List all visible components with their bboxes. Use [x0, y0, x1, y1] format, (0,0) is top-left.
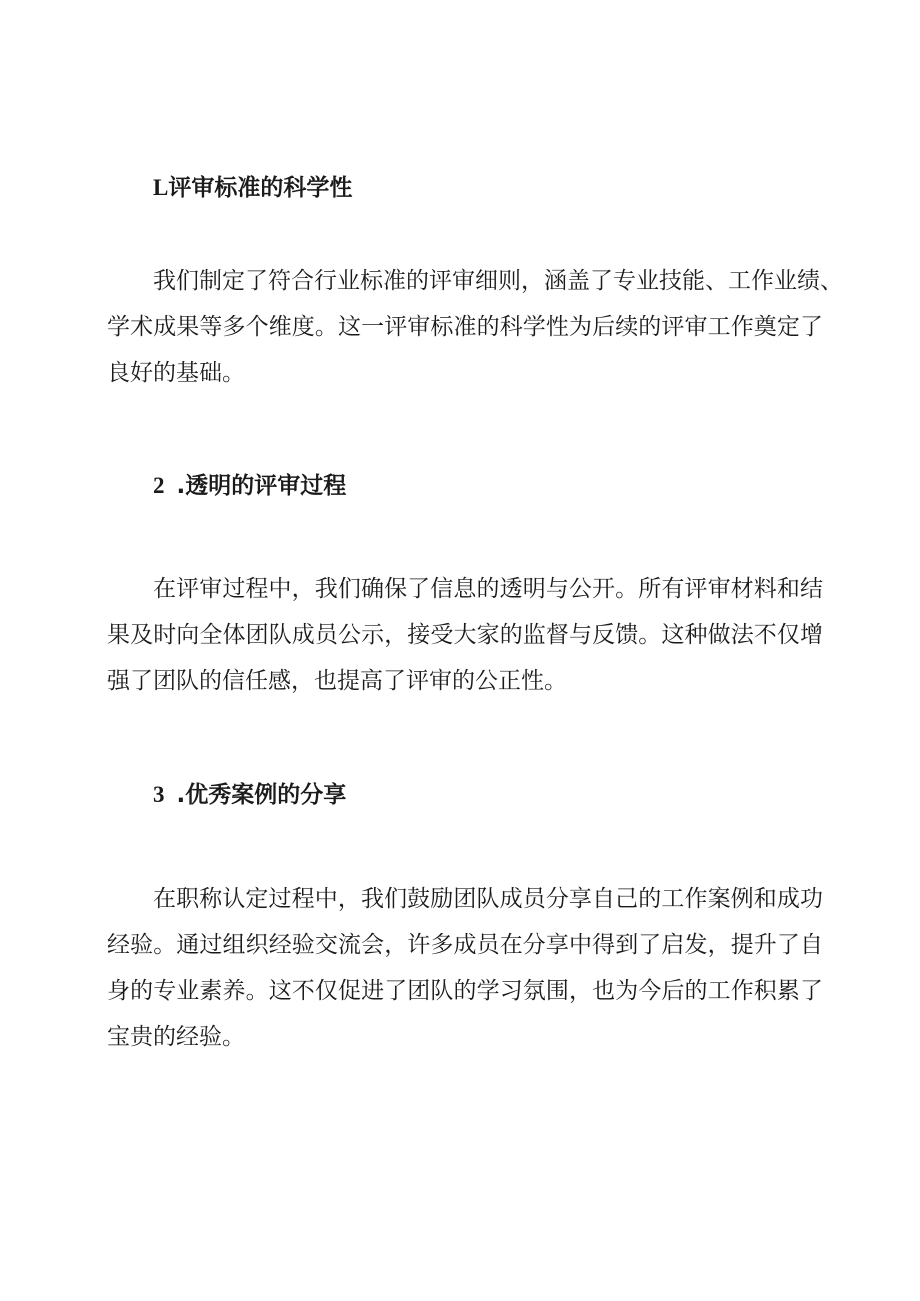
paragraph-line: 宝贵的经验。 — [107, 1024, 245, 1050]
paragraph-line: 强了团队的信任感，也提高了评审的公正性。 — [107, 668, 567, 694]
paragraph-line: 良好的基础。 — [107, 360, 245, 386]
paragraph-line: 果及时向全体团队成员公示，接受大家的监督与反馈。这种做法不仅增 — [107, 622, 823, 648]
section-paragraph-3 — [107, 876, 823, 1060]
section-paragraph-2 — [107, 566, 823, 704]
heading-text: .优秀案例的分享 — [176, 782, 347, 808]
paragraph-line: 在评审过程中，我们确保了信息的透明与公开。所有评审材料和结 — [153, 576, 823, 602]
section-paragraph-1 — [107, 258, 843, 396]
paragraph-line: 我们制定了符合行业标准的评审细则，涵盖了专业技能、工作业绩、 — [153, 268, 843, 294]
paragraph-line: 在职称认定过程中，我们鼓励团队成员分享自己的工作案例和成功 — [153, 886, 823, 912]
paragraph-line: 身的专业素养。这不仅促进了团队的学习氛围，也为今后的工作积累了 — [107, 978, 823, 1004]
heading-number: 2 — [153, 473, 165, 498]
heading-text: 评审标准的科学性 — [168, 175, 353, 201]
section-heading-2 — [153, 471, 346, 501]
section-heading-1 — [153, 173, 352, 203]
heading-number: 3 — [153, 782, 165, 807]
paragraph-line: 经验。通过组织经验交流会，许多成员在分享中得到了启发，提升了自 — [107, 932, 823, 958]
section-heading-3 — [153, 780, 346, 810]
paragraph-line: 学术成果等多个维度。这一评审标准的科学性为后续的评审工作奠定了 — [107, 314, 823, 340]
heading-prefix: L — [153, 175, 169, 200]
heading-text: .透明的评审过程 — [176, 473, 347, 499]
